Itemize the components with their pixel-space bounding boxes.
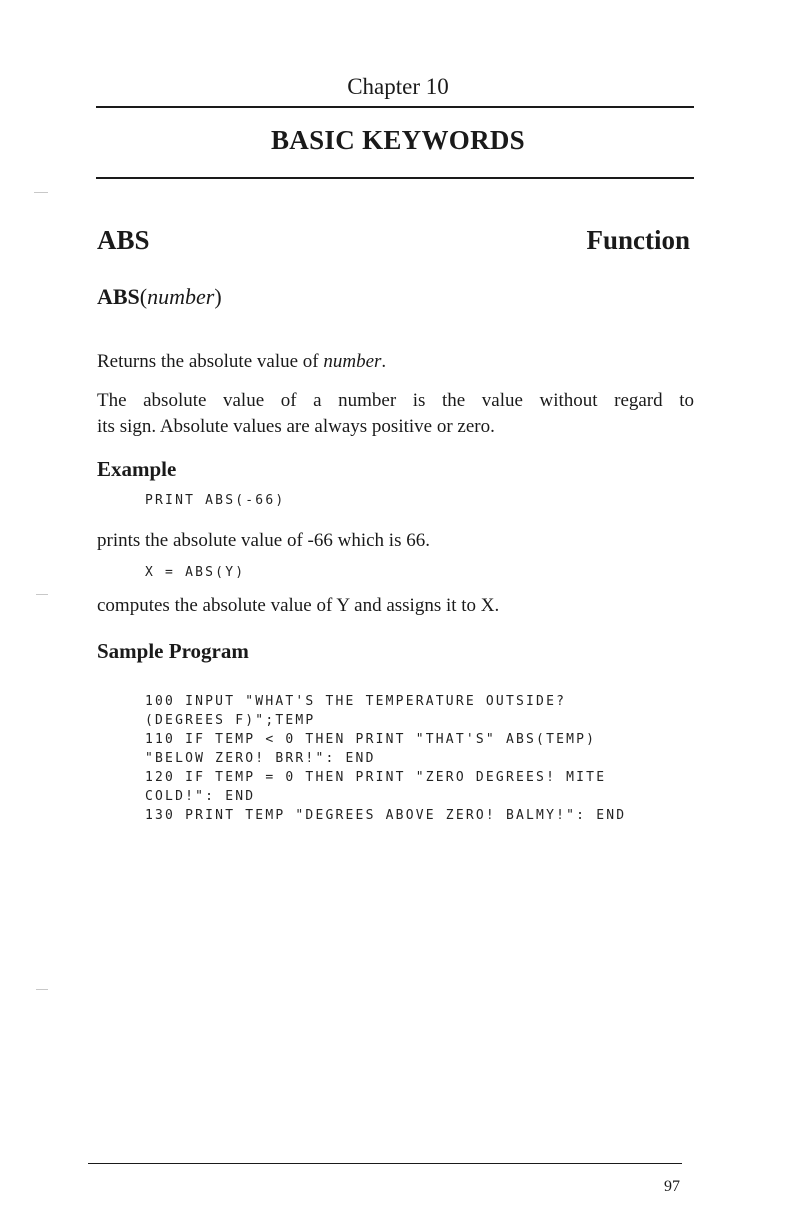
- example-code-1: PRINT ABS(-66): [145, 493, 286, 508]
- scan-speck: [36, 989, 48, 990]
- syntax-keyword: ABS: [97, 284, 140, 309]
- header-rule-bottom: [96, 177, 694, 179]
- header-rule-top: [96, 106, 694, 108]
- entry-type: Function: [586, 225, 690, 255]
- example-heading: Example: [97, 457, 177, 481]
- syntax-open-paren: (: [139, 284, 148, 309]
- example-code-2: X = ABS(Y): [145, 565, 246, 580]
- detail-line: its sign. Absolute values are always positive or zero.: [97, 416, 495, 437]
- chapter-title: BASIC KEYWORDS: [270, 125, 525, 155]
- footer-rule: [88, 1163, 682, 1164]
- intro-text: Returns the absolute value of: [97, 351, 324, 372]
- example-text-1: prints the absolute value of -66 which is 66.: [97, 530, 430, 551]
- detail-paragraph: [97, 388, 694, 440]
- intro-paragraph: [97, 349, 694, 375]
- intro-argument: number: [323, 351, 382, 372]
- detail-line: The absolute value of a number is the value without regard to: [97, 390, 694, 411]
- entry-name: ABS: [97, 225, 150, 255]
- sample-program-code: 100 INPUT "WHAT'S THE TEMPERATURE OUTSIDE? (DEGREES F)";TEMP 110 IF TEMP < 0 THEN PRINT "THAT'S" ABS(TEMP) "BELOW ZERO! BRR!": END 120 IF TEMP = 0 THEN PRINT "ZERO DEGREES! MITE COLD!": END 130 PRINT TEMP "DEGREES ABOVE ZERO! BALMY!": END: [145, 694, 627, 823]
- scan-speck: [36, 594, 48, 595]
- page-number: 97: [664, 1178, 680, 1195]
- syntax-close-paren: ): [214, 284, 222, 309]
- chapter-label: Chapter 10: [347, 74, 449, 99]
- syntax-argument: number: [147, 284, 215, 309]
- intro-period: .: [381, 351, 387, 372]
- example-text-2: computes the absolute value of Y and assigns it to X.: [97, 595, 500, 616]
- sample-program-heading: Sample Program: [97, 639, 249, 663]
- syntax-line: [97, 282, 222, 312]
- scan-speck: [34, 192, 48, 193]
